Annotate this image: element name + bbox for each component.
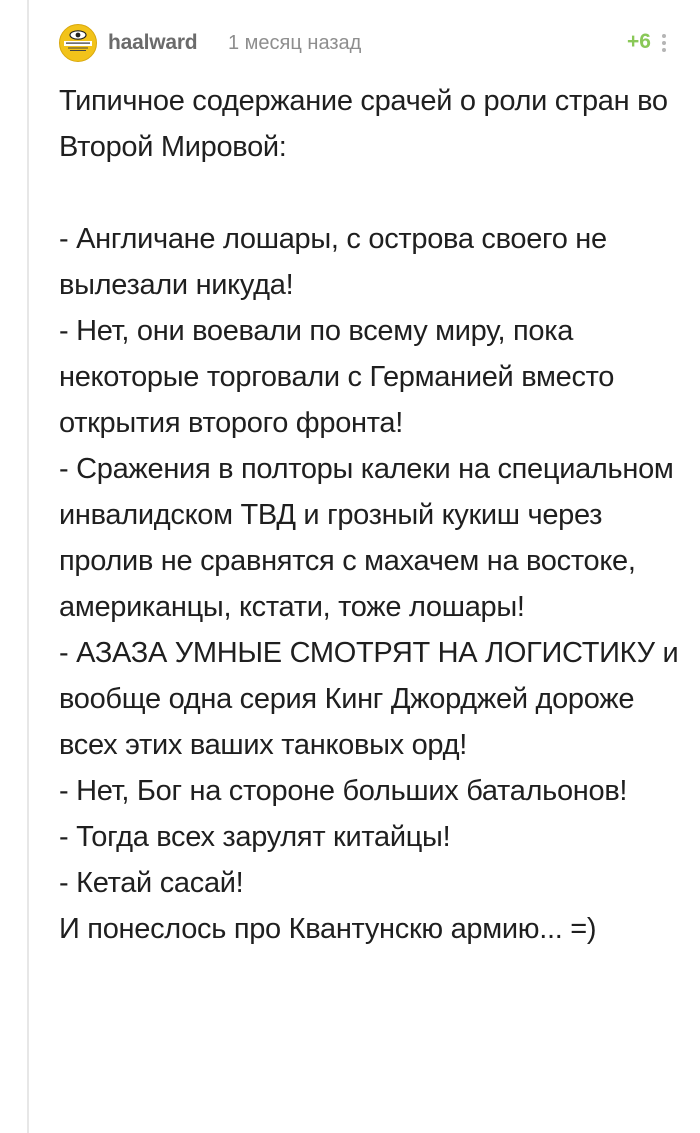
comment-line: Типичное содержание срачей о роли стран во Второй Мировой:: [59, 85, 668, 163]
comment-line: И понеслось про Квантунскю армию... =): [59, 913, 597, 945]
avatar[interactable]: [59, 24, 97, 62]
comment-thread-line[interactable]: [27, 0, 29, 1133]
comment-blank-line: [59, 170, 679, 216]
comment-line: - Нет, они воевали по всему миру, пока некоторые торговали с Германией вместо открытия второго фронта!: [59, 315, 615, 439]
author-name[interactable]: haalward: [108, 31, 198, 54]
comment-line: - Тогда всех зарулят китайцы!: [59, 821, 451, 853]
comment-body: [59, 78, 679, 952]
rating-score: +6: [627, 30, 651, 53]
comment-line: - Англичане лошары, с острова своего не вылезали никуда!: [59, 223, 607, 301]
comment-timestamp: 1 месяц назад: [228, 32, 362, 54]
government-seal-icon: [60, 25, 96, 61]
comment-header: [59, 22, 679, 64]
more-options-icon[interactable]: [661, 34, 667, 54]
comment-line: - Сражения в полторы калеки на специальном инвалидском ТВД и грозный кукиш через пролив не сравнятся с махачем на востоке, американцы, кстати, тоже лошары!: [59, 453, 674, 623]
comment-line: - Нет, Бог на стороне больших батальонов!: [59, 775, 628, 807]
comment: [59, 22, 679, 952]
comment-line: - АЗАЗА УМНЫЕ СМОТРЯТ НА ЛОГИСТИКУ и вообще одна серия Кинг Джорджей дороже всех этих ваших танковых орд!: [59, 637, 679, 761]
comment-line: - Кетай сасай!: [59, 867, 244, 899]
